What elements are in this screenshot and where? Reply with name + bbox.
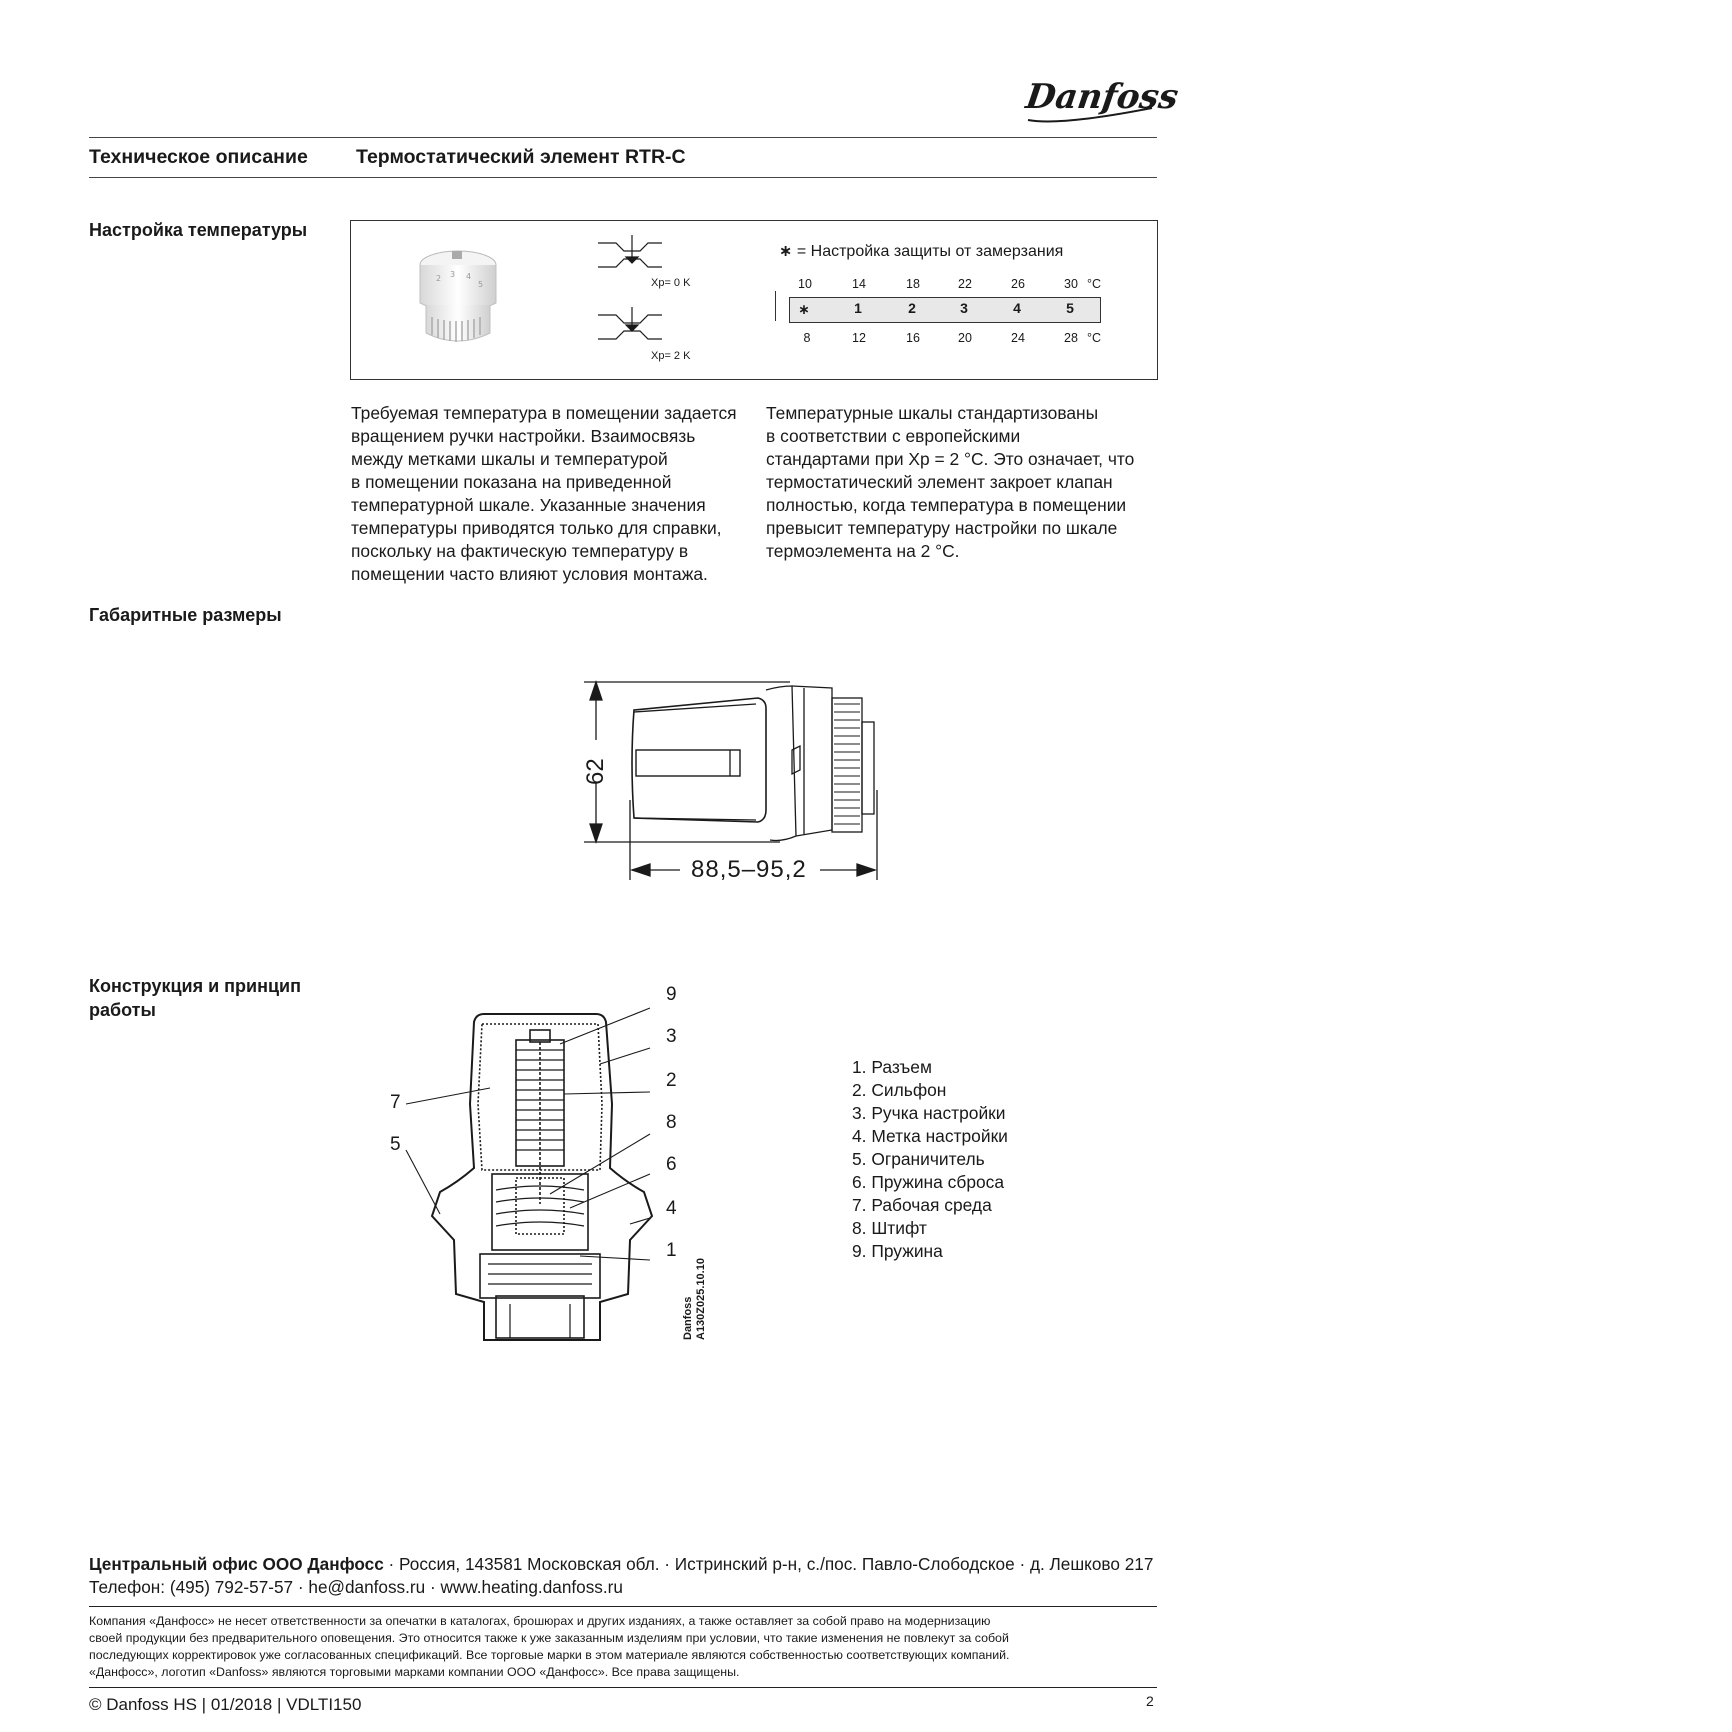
callout-4: 4 — [666, 1198, 677, 1219]
bottom-scale-value: 28 — [1064, 331, 1078, 345]
scale-cursor-line — [775, 291, 776, 321]
callout-1: 1 — [666, 1240, 677, 1261]
scale-mark: ∗ — [798, 301, 810, 317]
footer-contacts: Телефон: (495) 792-57-57 · he@danfoss.ru · www.heating.danfoss.ru — [89, 1577, 623, 1597]
bottom-scale-value: 12 — [852, 331, 866, 345]
scale-mark: 2 — [908, 300, 916, 316]
xp0-valve-symbol — [596, 233, 666, 283]
section-dimensions: Габаритные размеры — [89, 605, 282, 625]
footer-bottom-rule — [89, 1687, 1157, 1688]
top-scale-value: 26 — [1011, 277, 1025, 291]
height-dimension: 62 — [582, 758, 609, 785]
callout-2: 2 — [666, 1070, 677, 1091]
paragraph-right: Температурные шкалы стандартизованы в соответствии с европейскими стандартами при Xp = 2 °C. Это означает, что термостатический элемент закроет клапан полностью, когда температура в помещении превысит температуру настройки по шкале термоэлемента на 2 °C. — [766, 403, 1135, 561]
top-scale-value: 10 — [798, 277, 812, 291]
product-title: Термостатический элемент RTR-C — [356, 146, 686, 168]
paragraph-left: Требуемая температура в помещении задается вращением ручки настройки. Взаимосвязь между метками шкалы и температурой в помещении показана на приведенной температурной шкале. Указанные значения температуры приводятся только для справки, поскольку на фактическую температуру в помещении часто влияют условия монтажа. — [351, 403, 737, 584]
header-bottom-rule — [89, 177, 1157, 178]
parts-legend: 1. Разъем 2. Сильфон 3. Ручка настройки 4. Метка настройки 5. Ограничитель 6. Пружина сброса 7. Рабочая среда 8. Штифт 9. Пружина — [852, 1057, 1008, 1261]
bottom-scale-unit: °C — [1087, 331, 1102, 345]
top-scale-value: 14 — [852, 277, 866, 291]
scale-mark: 4 — [1013, 300, 1021, 316]
top-scale-unit: °C — [1087, 277, 1102, 291]
svg-text:3: 3 — [450, 270, 456, 279]
length-dimension: 88,5–95,2 — [691, 856, 807, 883]
bottom-scale-value: 8 — [803, 331, 811, 345]
top-scale-value: 30 — [1064, 277, 1078, 291]
page-number: 2 — [1146, 1693, 1154, 1709]
footer-disclaimer: Компания «Данфосс» не несет ответственности за опечатки в каталогах, брошюрах и других изданиях, а также оставляет за собой право на модернизацию своей продукции без предварительного оповещения. Это относится также к уже заказанным изделиям при условии, что такие изменения не повлекут за собой последующих корректировок уже согласованных спецификаций. Все торговые марки в этом материале являются собственностью соответствующих компаний. «Данфосс», логотип «Danfoss» являются торговыми марками компании ООО «Данфосс». Все права защищены. — [89, 1614, 1010, 1679]
callout-6: 6 — [666, 1154, 677, 1175]
bottom-scale-value: 20 — [958, 331, 972, 345]
bottom-scale-value: 24 — [1011, 331, 1025, 345]
section-construction: Конструкция и принцип работы — [89, 976, 301, 1020]
header-top-rule — [89, 137, 1157, 138]
drawing-code: Danfoss A130Z025.10.10 — [682, 1258, 707, 1340]
svg-text:Danfoss: Danfoss — [1023, 77, 1181, 117]
scale-mark: 3 — [960, 300, 968, 316]
top-scale-value: 22 — [958, 277, 972, 291]
callout-3: 3 — [666, 1026, 677, 1047]
scale-mark: 5 — [1066, 300, 1074, 316]
xp0-label: Xp= 0 K — [651, 277, 691, 289]
callout-5: 5 — [390, 1134, 401, 1155]
callout-9: 9 — [666, 984, 677, 1005]
cross-section-drawing — [420, 1004, 660, 1344]
top-scale-value: 18 — [906, 277, 920, 291]
callout-8: 8 — [666, 1112, 677, 1133]
footer-office: Центральный офис ООО Данфосс · Россия, 143581 Московская обл. · Истринский р-н, с./пос. Павло-Слободское · д. Лешково 217 — [89, 1554, 1154, 1574]
copyright: © Danfoss HS | 01/2018 | VDLTI150 — [89, 1695, 362, 1714]
frost-asterisk-icon: ∗ — [779, 243, 793, 260]
svg-text:2: 2 — [436, 274, 442, 283]
xp2-valve-symbol — [596, 305, 666, 355]
callout-7: 7 — [390, 1092, 401, 1113]
svg-text:5: 5 — [478, 280, 484, 289]
footer-rule — [89, 1606, 1157, 1607]
xp2-label: Xp= 2 K — [651, 350, 691, 362]
doc-type: Техническое описание — [89, 146, 308, 168]
danfoss-logo — [1020, 70, 1181, 130]
frost-note: ∗ = Настройка защиты от замерзания — [779, 243, 1064, 260]
svg-text:4: 4 — [466, 272, 472, 281]
scale-mark: 1 — [854, 300, 862, 316]
bottom-scale-value: 16 — [906, 331, 920, 345]
thermostat-knob-image — [406, 245, 516, 355]
section-temp-setting: Настройка температуры — [89, 220, 308, 240]
